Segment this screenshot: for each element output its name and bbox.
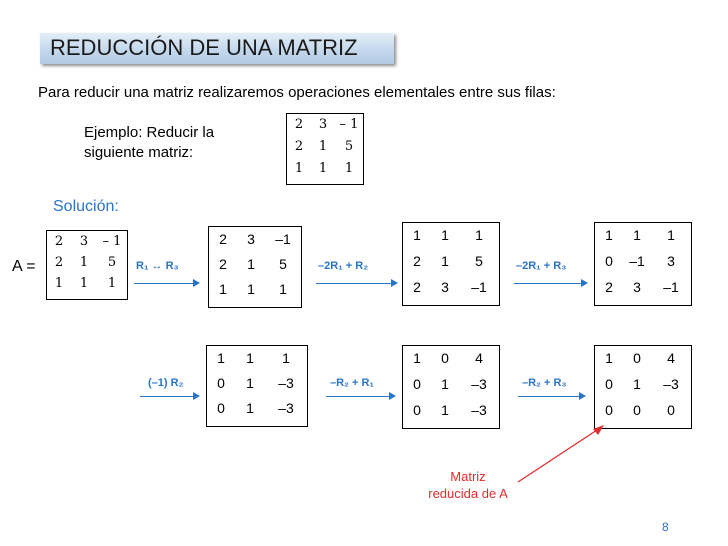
- matrix-cell: – 1: [102, 234, 122, 249]
- matrix-cell: 2: [413, 253, 421, 269]
- matrix-cell: 0: [633, 402, 641, 418]
- matrix-cell: –3: [278, 400, 294, 416]
- matrix-cell: 4: [667, 350, 675, 366]
- matrix-cell: 3: [441, 279, 449, 295]
- operation-r3: –2R₁ + R₃: [516, 260, 567, 272]
- matrix-cell: 0: [441, 350, 449, 366]
- matrix-step-5: [402, 345, 500, 429]
- matrix-cell: 2: [54, 234, 64, 249]
- operation-swap-r1-r3: R₁ ↔ R₃: [136, 260, 179, 272]
- matrix-cell: 2: [294, 117, 304, 132]
- matrix-cell: 2: [605, 279, 613, 295]
- arrow-icon: [140, 396, 198, 397]
- matrix-step-3: [594, 222, 692, 306]
- matrix-cell: 1: [246, 350, 254, 366]
- arrow-icon: [514, 283, 586, 284]
- matrix-cell: 1: [441, 227, 449, 243]
- matrix-cell: 3: [667, 253, 675, 269]
- matrix-cell: 0: [605, 402, 613, 418]
- page-number: 8: [662, 520, 669, 534]
- example-matrix: [286, 113, 364, 185]
- matrix-cell: 1: [79, 255, 89, 270]
- matrix-cell: 1: [246, 400, 254, 416]
- matrix-cell: 3: [79, 234, 89, 249]
- matrix-cell: 1: [413, 350, 421, 366]
- solution-heading: Solución:: [53, 198, 119, 215]
- matrix-step-2: [402, 222, 500, 306]
- matrix-cell: 1: [441, 253, 449, 269]
- matrix-cell: 1: [282, 350, 290, 366]
- operation-r3-final: –R₂ + R₃: [522, 377, 567, 389]
- matrix-cell: 5: [344, 139, 354, 154]
- matrix-cell: 1: [605, 227, 613, 243]
- matrix-cell: 5: [475, 253, 483, 269]
- matrix-step-1: [208, 226, 302, 308]
- matrix-cell: 0: [217, 400, 225, 416]
- matrix-cell: 1: [219, 281, 227, 297]
- matrix-cell: 1: [475, 227, 483, 243]
- intro-text: Para reducir una matriz realizaremos operaciones elementales entre sus filas:: [38, 84, 556, 101]
- matrix-cell: 0: [217, 375, 225, 391]
- matrix-cell: 0: [605, 376, 613, 392]
- matrix-cell: 2: [54, 255, 64, 270]
- matrix-cell: –3: [471, 402, 487, 418]
- arrow-icon: [134, 283, 198, 284]
- operation-scale-r2: (–1) R₂: [148, 377, 184, 389]
- page-title: REDUCCIÓN DE UNA MATRIZ: [50, 35, 358, 60]
- matrix-cell: – 1: [339, 117, 359, 132]
- matrix-cell: –1: [471, 279, 487, 295]
- matrix-cell: 1: [107, 276, 117, 291]
- matrix-cell: 1: [413, 227, 421, 243]
- matrix-cell: 2: [219, 256, 227, 272]
- matrix-cell: 1: [79, 276, 89, 291]
- example-text: [84, 123, 214, 163]
- matrix-cell: 2: [219, 231, 227, 247]
- matrix-cell: 0: [667, 402, 675, 418]
- matrix-cell: 1: [344, 161, 354, 176]
- matrix-cell: 1: [279, 281, 287, 297]
- matrix-cell: 1: [441, 402, 449, 418]
- matrix-cell: –1: [629, 253, 645, 269]
- matrix-cell: 0: [633, 350, 641, 366]
- matrix-cell: 1: [54, 276, 64, 291]
- matrix-cell: 1: [441, 376, 449, 392]
- matrix-cell: 1: [217, 350, 225, 366]
- matrix-a-label: A =: [12, 258, 36, 275]
- matrix-cell: 1: [633, 376, 641, 392]
- note-line-2: reducida de A: [428, 486, 508, 501]
- note-line-1: Matriz: [450, 469, 486, 484]
- matrix-cell: 0: [605, 253, 613, 269]
- matrix-cell: 1: [605, 350, 613, 366]
- matrix-cell: 1: [667, 227, 675, 243]
- matrix-cell: –3: [471, 376, 487, 392]
- arrow-icon: [326, 396, 394, 397]
- matrix-cell: 1: [294, 161, 304, 176]
- arrow-icon: [316, 283, 396, 284]
- example-line-1: Ejemplo: Reducir la: [84, 124, 215, 141]
- matrix-cell: 1: [246, 375, 254, 391]
- reduced-matrix-note: [418, 468, 518, 502]
- matrix-cell: 2: [413, 279, 421, 295]
- operation-r2: –2R₁ + R₂: [318, 260, 369, 272]
- matrix-cell: 2: [294, 139, 304, 154]
- matrix-cell: –3: [663, 376, 679, 392]
- matrix-cell: –1: [663, 279, 679, 295]
- matrix-cell: 0: [413, 376, 421, 392]
- matrix-cell: 1: [633, 227, 641, 243]
- matrix-cell: 5: [279, 256, 287, 272]
- example-line-2: siguiente matriz:: [84, 144, 194, 161]
- matrix-cell: –3: [278, 375, 294, 391]
- matrix-cell: –1: [275, 231, 291, 247]
- matrix-cell: 1: [247, 281, 255, 297]
- matrix-cell: 3: [318, 117, 328, 132]
- matrix-cell: 3: [247, 231, 255, 247]
- matrix-step-4: [206, 345, 308, 427]
- matrix-a: [46, 230, 128, 300]
- matrix-cell: 3: [633, 279, 641, 295]
- operation-r1: –R₂ + R₁: [330, 377, 374, 389]
- matrix-cell: 5: [107, 255, 117, 270]
- matrix-cell: 1: [247, 256, 255, 272]
- reduced-matrix: [594, 345, 692, 429]
- arrow-icon: [518, 396, 584, 397]
- matrix-cell: 1: [318, 139, 328, 154]
- matrix-cell: 1: [318, 161, 328, 176]
- matrix-cell: 0: [413, 402, 421, 418]
- matrix-cell: 4: [475, 350, 483, 366]
